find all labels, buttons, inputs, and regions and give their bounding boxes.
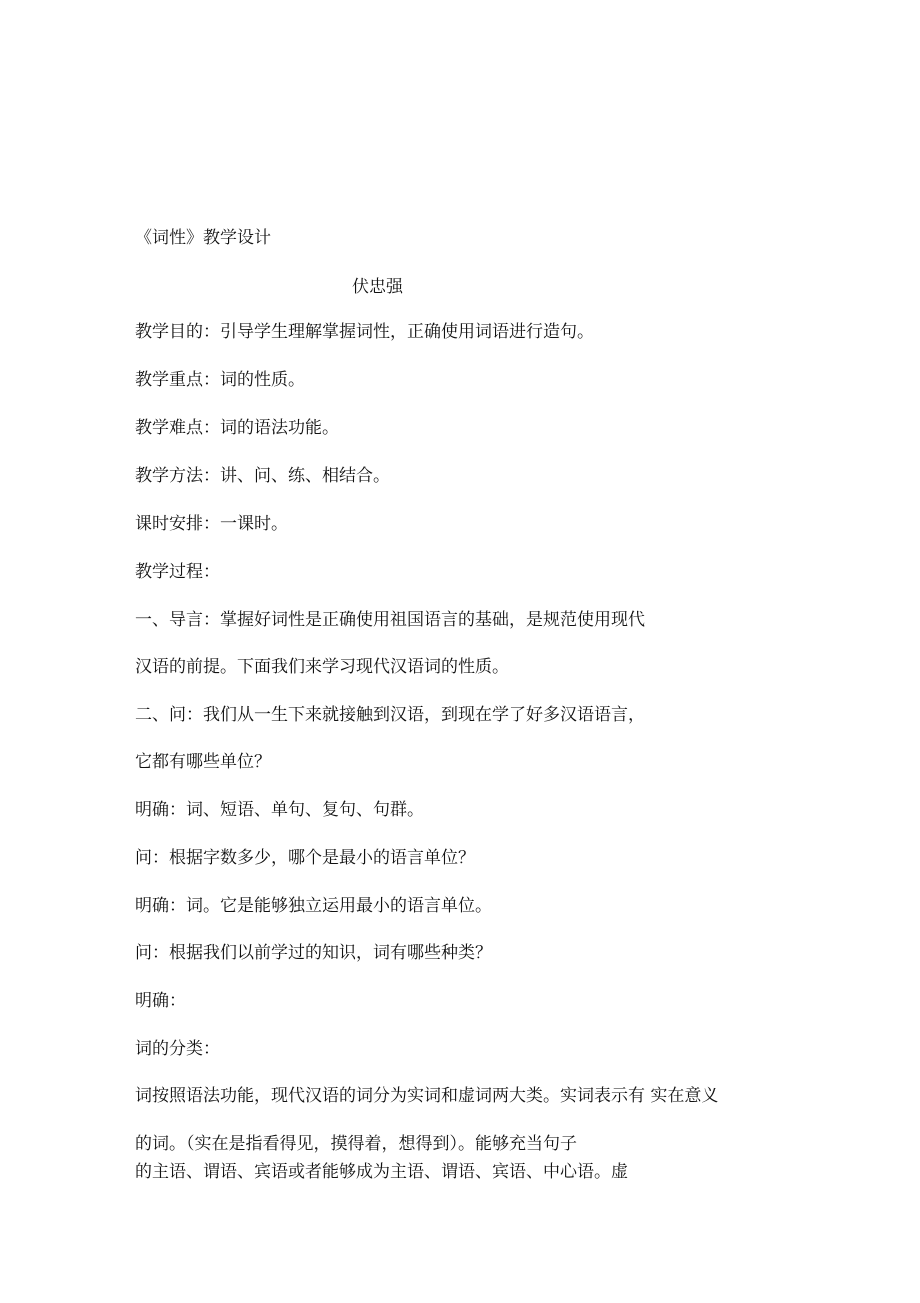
paragraph-line: 问：根据字数多少，哪个是最小的语言单位？ (135, 848, 475, 868)
paragraph-line: 明确：词。它是能够独立运用最小的语言单位。 (135, 896, 492, 916)
paragraph-line: 问：根据我们以前学过的知识，词有哪些种类？ (135, 943, 492, 963)
paragraph-line: 一、导言：掌握好词性是正确使用祖国语言的基础，是规范使用现代 (135, 610, 645, 630)
document-title: 《词性》教学设计 (135, 228, 271, 248)
teaching-difficulty: 教学难点：词的语法功能。 (135, 418, 339, 438)
paragraph-line: 词按照语法功能，现代汉语的词分为实词和虚词两大类。实词表示有 实在意义 (135, 1086, 719, 1106)
paragraph-line: 它都有哪些单位？ (135, 752, 271, 772)
paragraph-line: 明确：词、短语、单句、复句、句群。 (135, 800, 424, 820)
teaching-process-heading: 教学过程： (135, 562, 220, 582)
author-name: 伏忠强 (352, 277, 403, 297)
teaching-objective: 教学目的：引导学生理解掌握词性，正确使用词语进行造句。 (135, 322, 594, 342)
paragraph-line: 二、问：我们从一生下来就接触到汉语，到现在学了好多汉语语言， (135, 705, 645, 725)
paragraph-line: 汉语的前提。下面我们来学习现代汉语词的性质。 (135, 657, 509, 677)
paragraph-line: 的词。（实在是指看得见，摸得着，想得到）。能够充当句子 (135, 1134, 577, 1154)
paragraph-line: 词的分类： (135, 1039, 220, 1059)
teaching-method: 教学方法：讲、问、练、相结合。 (135, 466, 390, 486)
class-hours: 课时安排：一课时。 (135, 514, 288, 534)
paragraph-line: 明确： (135, 991, 186, 1011)
paragraph-line: 的主语、谓语、宾语或者能够成为主语、谓语、宾语、中心语。虚 (135, 1162, 628, 1182)
teaching-focus: 教学重点：词的性质。 (135, 370, 305, 390)
